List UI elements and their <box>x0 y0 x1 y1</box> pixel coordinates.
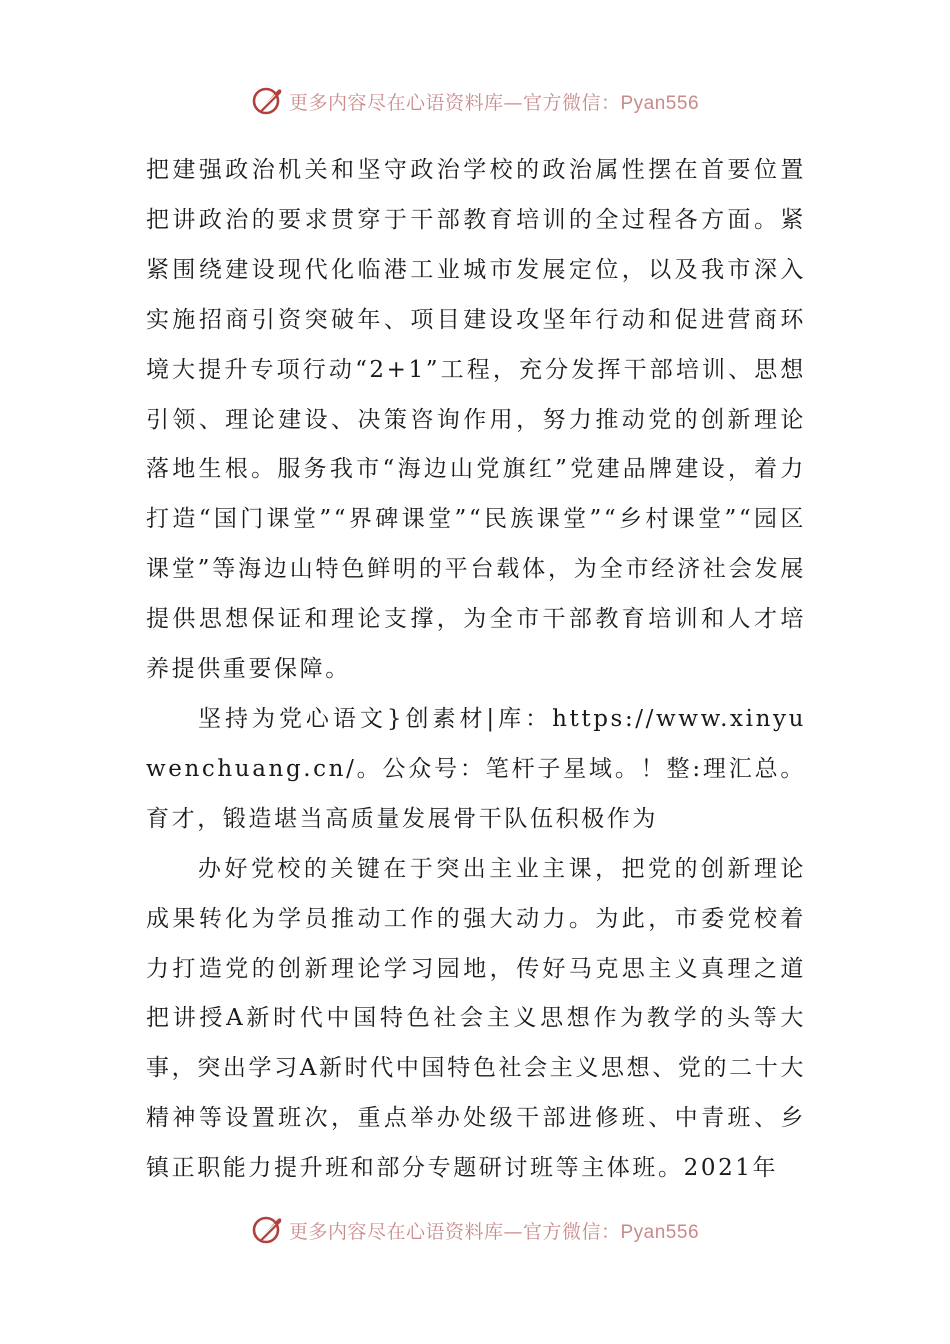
footer-banner-text <box>289 1217 699 1244</box>
document-body <box>146 146 806 1194</box>
quill-pen-logo-icon <box>251 84 285 118</box>
paragraph-2: 坚持为党心语文}创素材|库：https://www.xinyuwenchuang.cn/。公众号：笔杆子星域。！整:理汇总。育才，锻造堪当高质量发展骨干队伍积极作为 <box>146 705 806 832</box>
footer-banner-label: 更多内容尽在心语资料库—官方微信： <box>288 1220 621 1243</box>
header-banner <box>0 84 950 118</box>
header-banner-text <box>289 88 699 115</box>
quill-pen-logo-icon <box>251 1213 285 1247</box>
footer-wechat-id: Pyan556 <box>620 1221 700 1243</box>
paragraph-1: 把建强政治机关和坚守政治学校的政治属性摆在首要位置把讲政治的要求贯穿于干部教育培训的全过程各方面。紧紧围绕建设现代化临港工业城市发展定位，以及我市深入实施招商引资突破年、项目建设攻坚年行动和促进营商环境大提升专项行动“2+1”工程，充分发挥干部培训、思想引领、理论建设、决策咨询作用，努力推动党的创新理论落地生根。服务我市“海边山党旗红”党建品牌建设，着力打造“国门课堂”“界碑课堂”“民族课堂”“乡村课堂”“园区课堂”等海边山特色鲜明的平台载体，为全市经济社会发展提供思想保证和理论支撑，为全市干部教育培训和人才培养提供重要保障。 <box>146 157 806 683</box>
footer-banner <box>0 1213 950 1247</box>
paragraph-3: 办好党校的关键在于突出主业主课，把党的创新理论成果转化为学员推动工作的强大动力。为此，市委党校着力打造党的创新理论学习园地，传好马克思主义真理之道把讲授A新时代中国特色社会主义思想作为教学的头等大事，突出学习A新时代中国特色社会主义思想、党的二十大精神等设置班次，重点举办处级干部进修班、中青班、乡镇正职能力提升班和部分专题研讨班等主体班。2021年 <box>146 855 806 1182</box>
header-banner-label: 更多内容尽在心语资料库—官方微信： <box>288 91 621 114</box>
header-wechat-id: Pyan556 <box>620 92 700 114</box>
